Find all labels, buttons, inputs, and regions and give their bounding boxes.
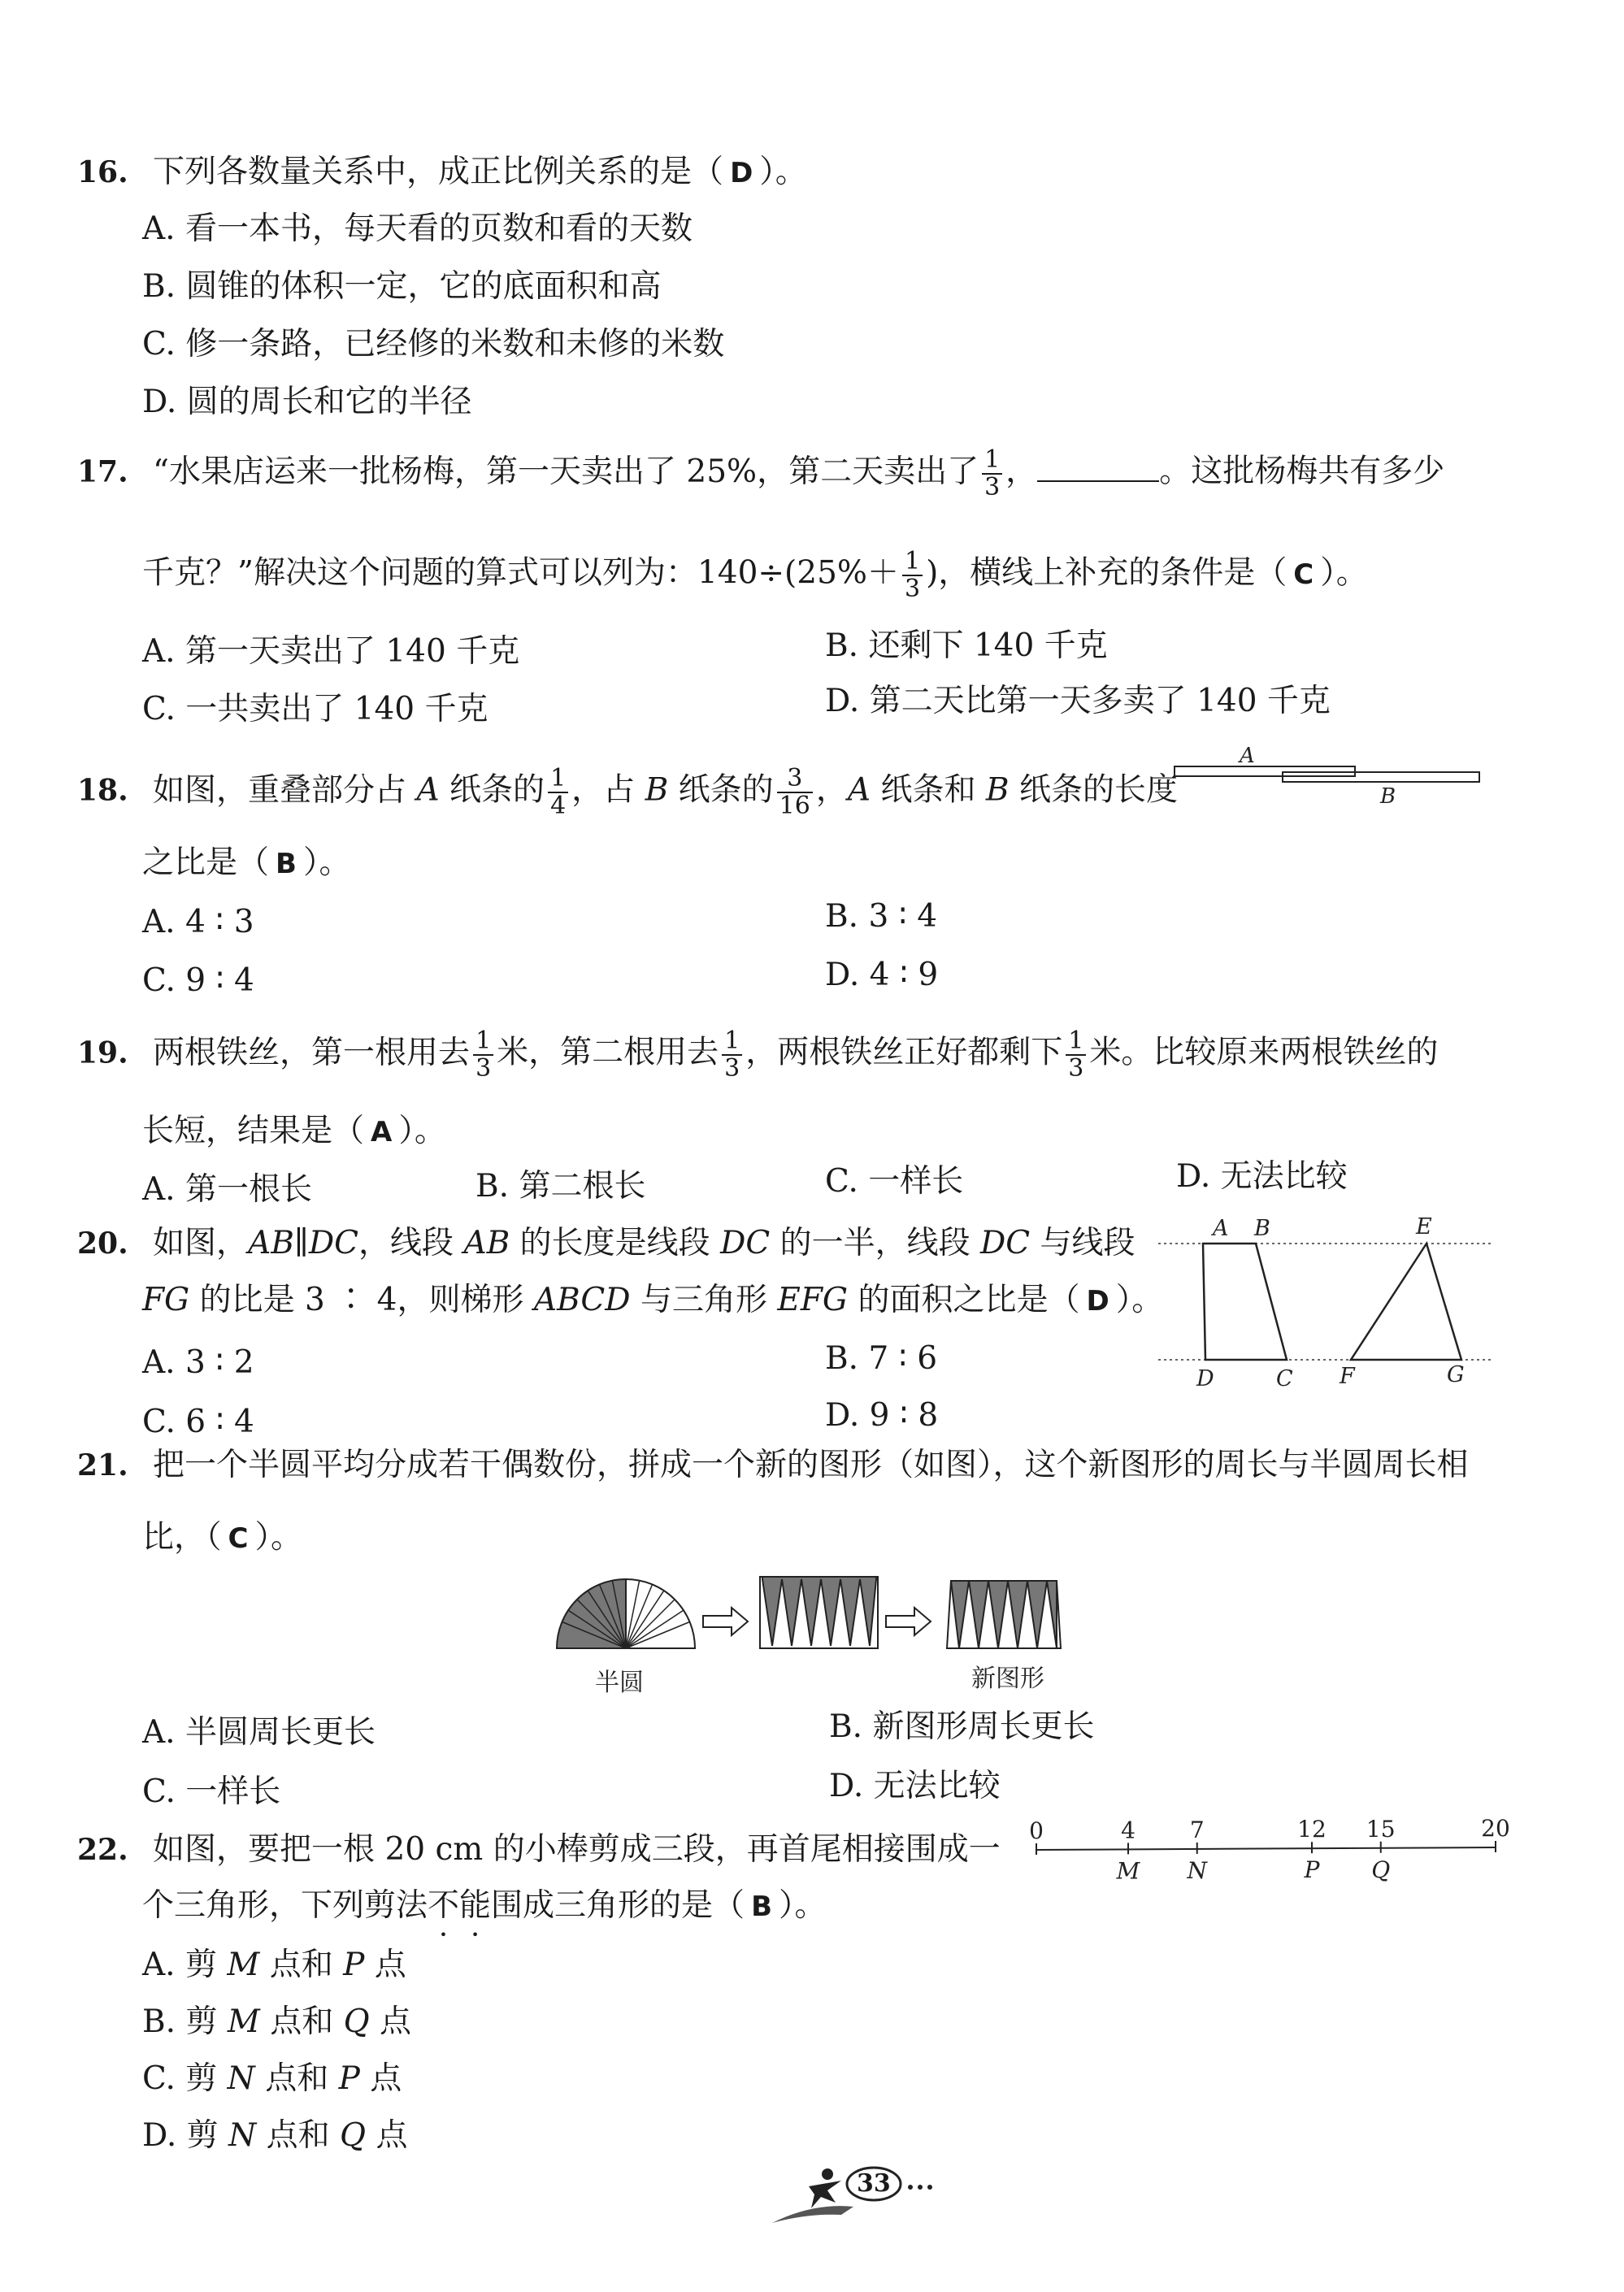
q17-blank	[1037, 456, 1159, 482]
q19-answer: A	[371, 1116, 393, 1148]
page-number: 33	[857, 2169, 891, 2198]
q16-option-d: D. 圆的周长和它的半径	[142, 384, 472, 420]
q22-line2: 个三角形，下列剪法不能围成三角形的是（ B ）。	[142, 1887, 827, 1924]
q16-option-a: A. 看一本书，每天看的页数和看的天数	[142, 211, 693, 247]
q21-number: 21.	[77, 1448, 128, 1482]
q19-option-a: A. 第一根长	[142, 1171, 312, 1208]
q20-label-f: F	[1340, 1364, 1355, 1389]
q22-answer: B	[751, 1890, 772, 1923]
q17-fraction: $\frac{1}{3}$	[982, 447, 1002, 500]
q17-fraction-2: $\frac{1}{3}$	[902, 549, 923, 601]
q17-number: 17.	[77, 454, 128, 489]
q20-label-a: A	[1213, 1216, 1229, 1241]
q20-trapezoid-triangle-figure	[1154, 1211, 1496, 1390]
q19-option-d: D. 无法比较	[1176, 1158, 1348, 1195]
q19-option-c: C. 一样长	[825, 1163, 964, 1200]
q21-option-d: D. 无法比较	[829, 1768, 1001, 1804]
number-line-point-label: M	[1116, 1857, 1140, 1884]
q17-option-d: D. 第二天比第一天多卖了 140 千克	[825, 683, 1331, 719]
rearranged-shape-1	[760, 1577, 878, 1648]
q20-line2: FG 的比是 3 ∶ 4，则梯形 ABCD 与三角形 EFG 的面积之比是（ D ）。	[142, 1282, 1164, 1318]
q22-option-d: D. 剪 N 点和 Q 点	[142, 2117, 408, 2154]
q20-option-c: C. 6 ∶ 4	[142, 1404, 254, 1440]
q16-option-c: C. 修一条路，已经修的米数和未修的米数	[142, 326, 725, 362]
number-line-point-label: Q	[1371, 1856, 1391, 1883]
number-line-point-label: P	[1304, 1856, 1320, 1884]
number-line-tick-label: 12	[1297, 1816, 1327, 1843]
q20-line1: 20. 如图，AB∥DC，线段 AB 的长度是线段 DC 的一半，线段 DC 与线段	[77, 1225, 1135, 1261]
q22-option-b: B. 剪 M 点和 Q 点	[142, 2003, 412, 2040]
q20-label-b: B	[1254, 1216, 1270, 1241]
number-line-tick-label: 7	[1189, 1816, 1205, 1843]
q22-emphasis-bu: 不	[428, 1887, 460, 1924]
number-line-tick-label: 15	[1366, 1815, 1396, 1843]
rearranged-shape-2	[947, 1581, 1061, 1648]
q18-label-b: B	[1380, 784, 1396, 805]
number-line-tick-label: 4	[1121, 1817, 1135, 1844]
q20-option-a: A. 3 ∶ 2	[142, 1344, 254, 1381]
q18-paper-strips-figure	[1170, 740, 1487, 805]
q17-answer: C	[1293, 558, 1314, 591]
q22-line1: 22. 如图，要把一根 20 cm 的小棒剪成三段，再首尾相接围成一	[77, 1831, 1001, 1868]
q18-fraction-1: $\frac{1}{4}$	[548, 766, 568, 818]
q18-fraction-2: $\frac{3}{16}$	[777, 766, 813, 818]
q16-option-b: B. 圆锥的体积一定，它的底面积和高	[142, 268, 662, 305]
q21-option-b: B. 新图形周长更长	[829, 1708, 1095, 1745]
q22-emphasis-neng: 能	[459, 1887, 492, 1924]
q19-line2: 长短，结果是（ A ）。	[142, 1113, 446, 1149]
q18-option-a: A. 4 ∶ 3	[142, 904, 254, 940]
q18-number: 18.	[77, 773, 128, 808]
q20-label-c: C	[1276, 1366, 1293, 1390]
q16-answer: D	[730, 157, 753, 189]
q19-fraction-2: $\frac{1}{3}$	[722, 1028, 742, 1081]
arrow-icon	[886, 1608, 931, 1635]
q22-number: 22.	[77, 1833, 128, 1867]
q16-stem: 16. 下列各数量关系中，成正比例关系的是（ D ）。	[77, 154, 807, 190]
q17-line1: 17. “水果店运来一批杨梅，第一天卖出了 25%，第二天卖出了 $\frac{1}{3}$ ， 。这批杨梅共有多少	[77, 445, 1445, 501]
q22-number-line-figure	[1024, 1811, 1512, 1884]
q18-line1: 18. 如图，重叠部分占 A 纸条的 $\frac{1}{4}$ ，占 B 纸条的 $\frac{3}{16}$ ，A 纸条和 B 纸条的长度	[77, 764, 1178, 820]
q20-option-b: B. 7 ∶ 6	[825, 1340, 938, 1377]
q19-number: 19.	[77, 1035, 128, 1070]
q19-option-b: B. 第二根长	[475, 1168, 646, 1205]
q17-option-c: C. 一共卖出了 140 千克	[142, 691, 489, 727]
q20-label-g: G	[1447, 1362, 1465, 1387]
q21-semicircle-figure	[553, 1565, 1073, 1703]
q21-option-c: C. 一样长	[142, 1773, 281, 1810]
q18-option-b: B. 3 ∶ 4	[825, 898, 938, 935]
q18-label-a: A	[1240, 744, 1255, 768]
q21-caption-semicircle: 半圆	[595, 1669, 644, 1697]
number-line-tick-label: 0	[1029, 1817, 1044, 1844]
q20-answer: D	[1086, 1285, 1109, 1317]
q20-label-e: E	[1416, 1214, 1432, 1239]
q17-line2: 千克？”解决这个问题的算式可以列为：140÷(25%＋ $\frac{1}{3}$ )，横线上补充的条件是（ C ）。	[142, 547, 1368, 603]
q18-answer: B	[276, 848, 297, 880]
q19-line1: 19. 两根铁丝，第一根用去 $\frac{1}{3}$ 米，第二根用去 $\frac{1}{3}$ ，两根铁丝正好都剩下 $\frac{1}{3}$ 米。比较原来两根铁丝的	[77, 1027, 1439, 1083]
q19-fraction-1: $\frac{1}{3}$	[473, 1028, 493, 1081]
q21-answer: C	[228, 1522, 249, 1555]
q20-number: 20.	[77, 1226, 128, 1261]
q18-option-c: C. 9 ∶ 4	[142, 962, 254, 999]
q20-option-d: D. 9 ∶ 8	[825, 1397, 939, 1434]
number-line-point-label: N	[1187, 1856, 1207, 1884]
q17-option-b: B. 还剩下 140 千克	[825, 627, 1108, 664]
q21-line1: 21. 把一个半圆平均分成若干偶数份，拼成一个新的图形（如图），这个新图形的周长与半圆周长相	[77, 1447, 1469, 1483]
q21-line2: 比，（ C ）。	[142, 1519, 302, 1556]
q21-caption-new-shape: 新图形	[971, 1665, 1044, 1693]
q19-fraction-3: $\frac{1}{3}$	[1066, 1028, 1086, 1081]
q21-option-a: A. 半圆周长更长	[142, 1714, 376, 1751]
q18-line2: 之比是（ B ）。	[142, 844, 351, 881]
semicircle-sectors	[557, 1579, 695, 1648]
q16-number: 16.	[77, 155, 128, 189]
q22-option-a: A. 剪 M 点和 P 点	[142, 1947, 406, 1983]
q18-option-d: D. 4 ∶ 9	[825, 957, 939, 993]
number-line-tick-label: 20	[1481, 1815, 1510, 1842]
q22-option-c: C. 剪 N 点和 P 点	[142, 2060, 402, 2097]
q17-option-a: A. 第一天卖出了 140 千克	[142, 633, 520, 670]
arrow-icon	[703, 1608, 748, 1635]
q20-label-d: D	[1196, 1366, 1214, 1390]
